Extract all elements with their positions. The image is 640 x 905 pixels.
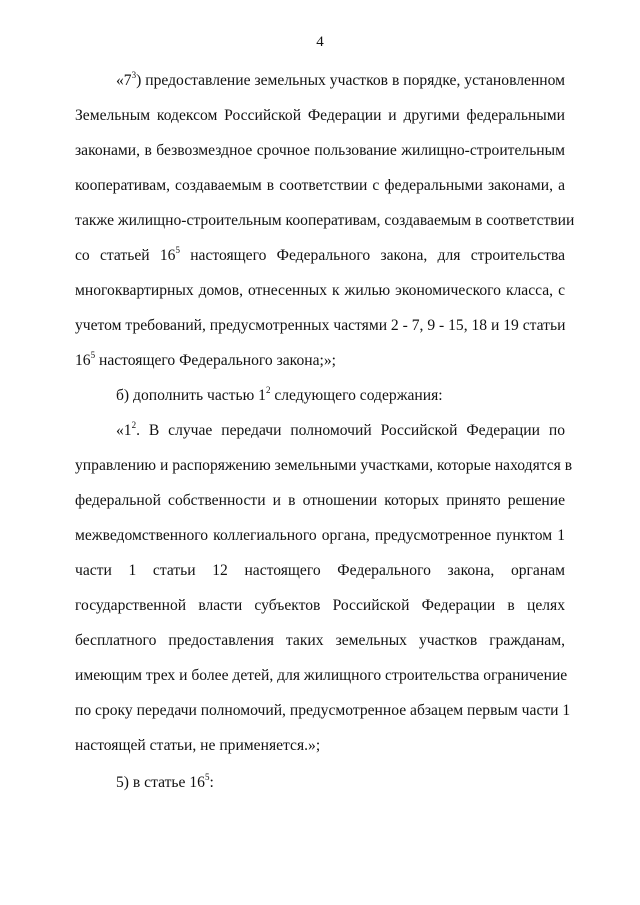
paragraph-1-line-9: $16^5$ настоящего Федерального закона;»;	[75, 349, 336, 369]
paragraph-3-line-3: федеральной собственности и в отношении которых принято решение	[75, 492, 565, 509]
paragraph-1-line-3: законами, в безвозмездное срочное пользование жилищно-строительным	[75, 142, 565, 159]
paragraph-1-line-2: Земельным кодексом Российской Федерации и другими федеральными	[75, 107, 565, 124]
paragraph-1-line-1: «$7^3$) предоставление земельных участков в порядке, установленном	[116, 69, 565, 89]
paragraph-1-line-6: со статьей $16^5$ настоящего Федерального закона, для строительства	[75, 244, 565, 264]
paragraph-3-line-4: межведомственного коллегиального органа, предусмотренное пунктом 1	[75, 527, 565, 544]
page-number: 4	[316, 34, 324, 50]
paragraph-3-line-1: «$1^2$. В случае передачи полномочий Российской Федерации по	[116, 419, 565, 439]
paragraph-1-line-7: многоквартирных домов, отнесенных к жилью экономического класса, с	[75, 282, 565, 299]
paragraph-1-line-4: кооперативам, создаваемым в соответствии с федеральными законами, а	[75, 177, 565, 194]
paragraph-3-line-5: части 1 статьи 12 настоящего Федерального закона, органам	[75, 562, 565, 579]
paragraph-3-line-2: управлению и распоряжению земельными участками, которые находятся в	[75, 457, 573, 474]
paragraph-2: б) дополнить частью $1^2$ следующего содержания:	[116, 384, 443, 404]
paragraph-1-line-8: учетом требований, предусмотренных частями 2 - 7, 9 - 15, 18 и 19 статьи	[75, 317, 566, 334]
paragraph-4: 5) в статье $16^5$:	[116, 771, 214, 791]
paragraph-3-line-9: по сроку передачи полномочий, предусмотренное абзацем первым части 1	[75, 702, 571, 719]
paragraph-3-line-10: настоящей статьи, не применяется.»;	[75, 737, 321, 754]
paragraph-3-line-8: имеющим трех и более детей, для жилищного строительства ограничение	[75, 667, 568, 684]
paragraph-1-line-5: также жилищно-строительным кооперативам, создаваемым в соответствии	[75, 212, 575, 229]
paragraph-3-line-6: государственной власти субъектов Российской Федерации в целях	[75, 597, 565, 614]
paragraph-3-line-7: бесплатного предоставления таких земельных участков гражданам,	[75, 632, 565, 649]
